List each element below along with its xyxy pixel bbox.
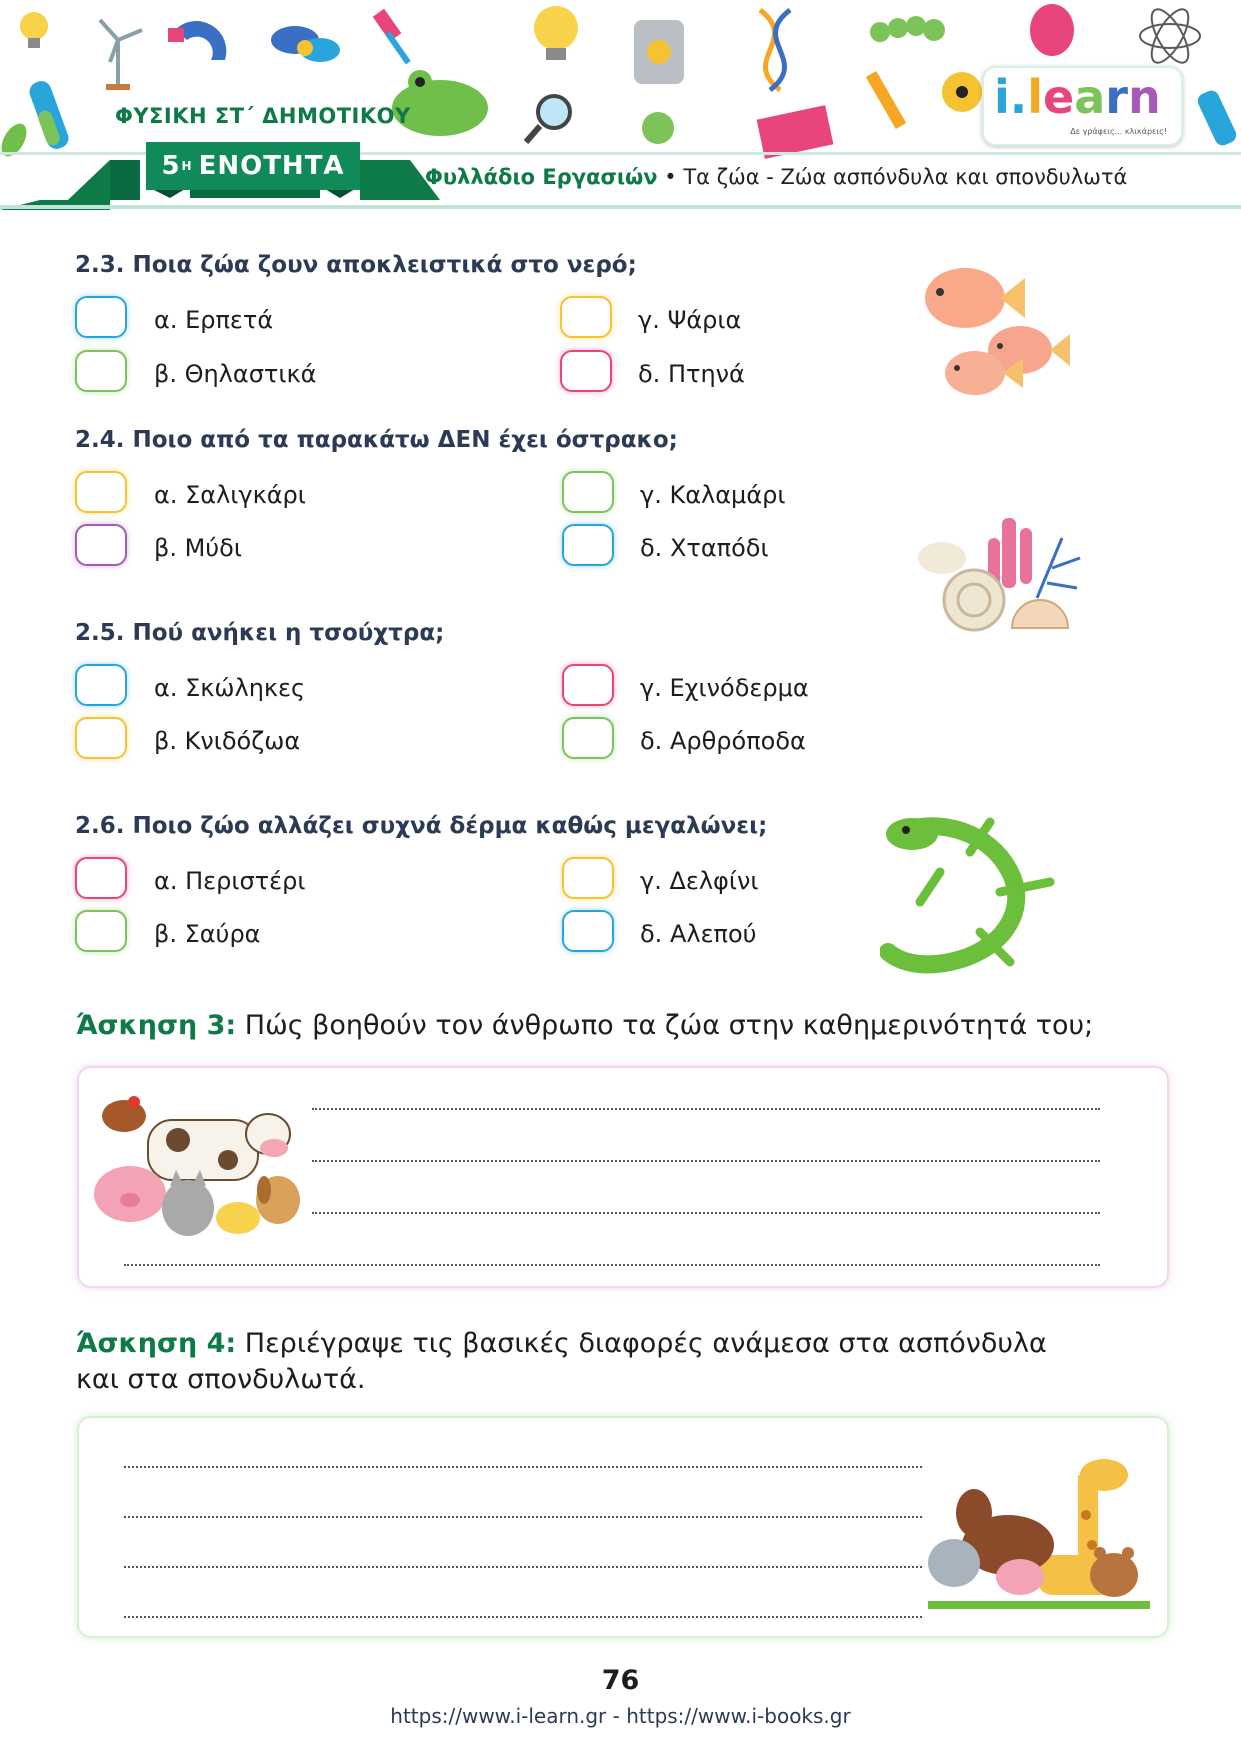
exercise-3-title [76,1010,1093,1041]
barrel-icon [634,20,684,84]
rooster-icon [102,1096,146,1132]
chick-icon [216,1202,260,1234]
checkbox-2-3-a[interactable] [75,296,127,338]
worksheet-topic: Τα ζώα - Ζώα ασπόνδυλα και σπονδυλωτά [683,165,1128,189]
unit-superscript: Η [181,159,193,173]
question-2-5-title: 2.5. Πού ανήκει η τσούχτρα; [75,620,445,646]
answer-line[interactable] [312,1212,1100,1214]
answer-line[interactable] [124,1264,1100,1266]
option-2-5-d: δ. Αρθρόποδα [640,727,806,755]
shells-coral-illustration [912,508,1087,638]
option-2-6-b: β. Σαύρα [154,920,261,948]
question-2-3-title: 2.3. Ποια ζώα ζουν αποκλειστικά στο νερό; [75,252,637,278]
bear-icon [1090,1547,1138,1597]
logo-brand: i.learn [994,70,1161,124]
pig-icon [996,1559,1044,1595]
unit-badge [146,142,360,190]
wild-animals-illustration [928,1445,1150,1615]
unit-word: ΕΝΟΤΗΤΑ [198,151,345,181]
checkbox-2-3-d[interactable] [560,350,612,392]
shell-icon [1012,600,1068,628]
unit-number: 5 [161,151,181,181]
answer-line[interactable] [312,1108,1100,1110]
page-number: 76 [601,1665,640,1696]
checkbox-2-4-b[interactable] [75,524,127,566]
virus-icon [642,112,674,144]
checkbox-2-6-a[interactable] [75,857,127,899]
subject-title: ΦΥΣΙΚΗ ΣΤ΄ ΔΗΜΟΤΙΚΟΥ [115,104,411,128]
option-2-6-d: δ. Αλεπού [640,920,757,948]
logo-tagline: Δε γράφεις... κλικάρεις! [1070,127,1167,136]
exercise-3-label: Άσκηση 3: [76,1010,237,1041]
windmill-base-icon [106,84,130,90]
footer-links[interactable]: https://www.i-learn.gr - https://www.i-books.gr [390,1704,851,1728]
checkbox-2-4-c[interactable] [562,471,614,513]
answer-line[interactable] [124,1466,922,1468]
checkbox-2-6-b[interactable] [75,910,127,952]
checkbox-2-4-a[interactable] [75,471,127,513]
option-2-5-b: β. Κνιδόζωα [154,727,301,755]
radiation-icon [942,72,982,112]
shell-icon [944,570,1004,630]
fish-illustration [905,258,1075,408]
option-2-5-c: γ. Εχινόδερμα [640,674,809,702]
option-2-6-a: α. Περιστέρι [154,867,306,895]
coral-icon [918,542,966,574]
dog-icon [256,1176,300,1224]
option-2-5-a: α. Σκώληκες [154,674,306,702]
option-2-3-b: β. Θηλαστικά [154,360,317,388]
answer-line[interactable] [124,1616,922,1618]
question-2-6-title: 2.6. Ποιο ζώο αλλάζει συχνά δέρμα καθώς μεγαλώνει; [75,813,768,839]
pig-icon [94,1166,166,1222]
option-2-4-b: β. Μύδι [154,534,242,562]
worksheet-bullet: • [657,165,684,189]
worksheet-label: Φυλλάδιο Εργασιών [425,165,658,189]
option-2-6-c: γ. Δελφίνι [640,867,759,895]
answer-line[interactable] [124,1566,922,1568]
coral-icon [1037,538,1080,598]
question-2-4-title: 2.4. Ποιο από τα παρακάτω ΔΕΝ έχει όστρακο; [75,427,678,453]
checkbox-2-4-d[interactable] [562,524,614,566]
answer-line[interactable] [312,1160,1100,1162]
checkbox-2-6-c[interactable] [562,857,614,899]
exercise-4-question: Περιέγραψε τις βασικές διαφορές ανάμεσα στα ασπόνδυλα και στα σπονδυλωτά. [76,1328,1047,1395]
lizard-illustration [880,812,1070,980]
farm-animals-illustration [88,1090,310,1250]
checkbox-2-6-d[interactable] [562,910,614,952]
option-2-3-a: α. Ερπετά [154,306,274,334]
ilearn-logo [982,66,1183,146]
worksheet-title [425,165,1127,189]
checkbox-2-5-c[interactable] [562,664,614,706]
lizard-icon [886,818,1050,964]
exercise-4-title [76,1326,1076,1398]
checkbox-2-5-d[interactable] [562,717,614,759]
anatomical-heart-icon [1030,4,1074,56]
hippo-icon [928,1539,980,1587]
fish-icon [925,268,1025,328]
exercise-3-question: Πώς βοηθούν τον άνθρωπο τα ζώα στην καθημερινότητά του; [236,1010,1094,1041]
checkbox-2-3-c[interactable] [560,296,612,338]
cow-icon [148,1114,290,1180]
option-2-4-c: γ. Καλαμάρι [640,481,786,509]
header-divider-bottom [0,205,1241,209]
option-2-4-a: α. Σαλιγκάρι [154,481,306,509]
checkbox-2-5-a[interactable] [75,664,127,706]
checkbox-2-5-b[interactable] [75,717,127,759]
option-2-3-d: δ. Πτηνά [638,360,745,388]
option-2-4-d: δ. Χταπόδι [640,534,769,562]
option-2-3-c: γ. Ψάρια [638,306,742,334]
answer-line[interactable] [124,1516,922,1518]
checkbox-2-3-b[interactable] [75,350,127,392]
exercise-4-label: Άσκηση 4: [76,1328,237,1359]
grass-icon [928,1601,1150,1609]
